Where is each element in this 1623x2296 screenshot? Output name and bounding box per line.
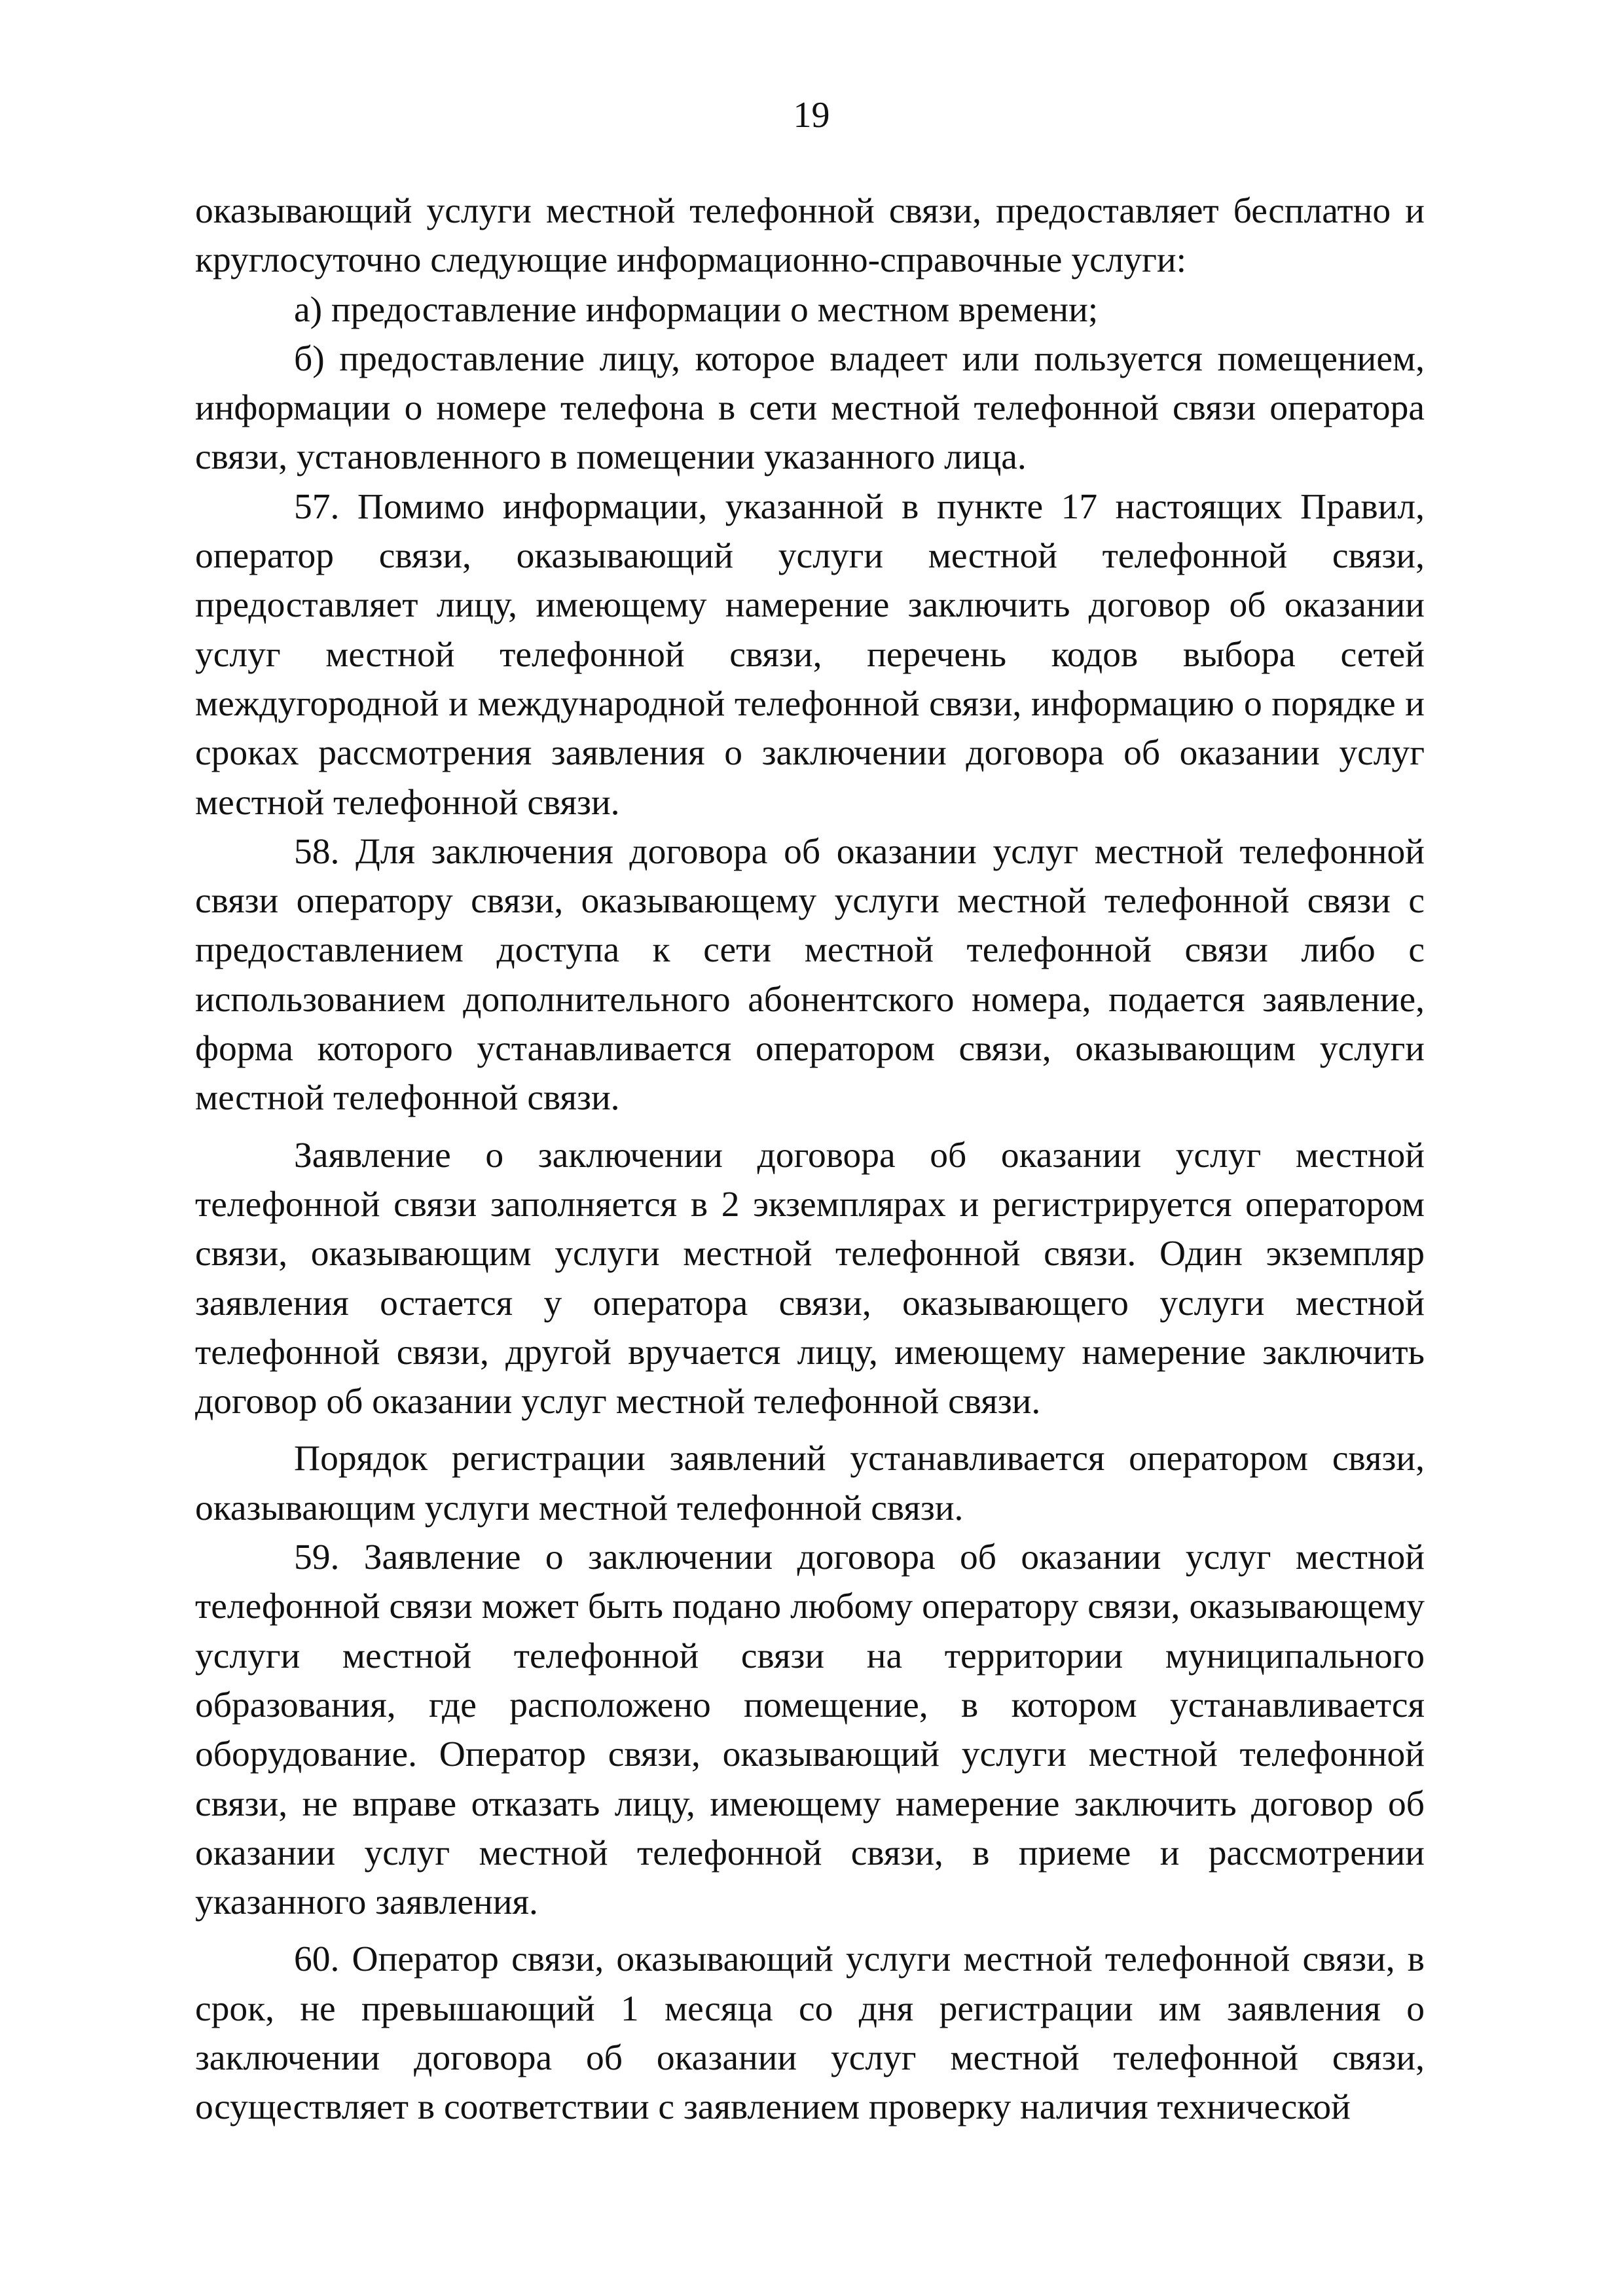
paragraph-60: 60. Оператор связи, оказывающий услуги местной телефонной связи, в срок, не превышающий 1 месяца со дня регистрации им заявления о заключении договора об оказании услуг местной телефонной связи, осуществляет в соответствии с заявлением проверку наличия технической — [195, 1939, 1425, 2128]
paragraph-57: 57. Помимо информации, указанной в пункте 17 настоящих Правил, оператор связи, оказывающий услуги местной телефонной связи, предоставляет лицу, имеющему намерение заключить договор об оказании услуг местной телефонной связи, перечень кодов выбора сетей междугородной и международной телефонной связи, информацию о порядке и сроках рассмотрения заявления о заключении договора об оказании услуг местной телефонной связи. — [195, 486, 1425, 823]
paragraph-58: 58. Для заключения договора об оказании услуг местной телефонной связи оператору связи, оказывающему услуги местной телефонной связи с предоставлением доступа к сети местной телефонной связи либо с использованием дополнительного абонентского номера, подается заявление, форма которого устанавливается оператором связи, оказывающим услуги местной телефонной связи. — [195, 831, 1425, 1119]
page-number: 19 — [793, 95, 830, 135]
document-body — [195, 187, 1425, 2132]
paragraph-58-part-3: Порядок регистрации заявлений устанавливается оператором связи, оказывающим услуги местной телефонной связи. — [195, 1439, 1425, 1528]
paragraph-item-b: б) предоставление лицу, которое владеет или пользуется помещением, информации о номере телефона в сети местной телефонной связи оператора связи, установленного в помещении указанного лица. — [195, 338, 1425, 478]
paragraph-continuation: оказывающий услуги местной телефонной связи, предоставляет бесплатно и круглосуточно следующие информационно-справочные услуги: — [195, 191, 1425, 281]
paragraph-59: 59. Заявление о заключении договора об оказании услуг местной телефонной связи может быть подано любому оператору связи, оказывающему услуги местной телефонной связи на территории муниципального образования, где расположено помещение, в котором устанавливается оборудование. Оператор связи, оказывающий услуги местной телефонной связи, не вправе отказать лицу, имеющему намерение заключить договор об оказании услуг местной телефонной связи, в приеме и рассмотрении указанного заявления. — [195, 1537, 1425, 1923]
paragraph-58-part-2: Заявление о заключении договора об оказании услуг местной телефонной связи заполняется в 2 экземплярах и регистрируется оператором связи, оказывающим услуги местной телефонной связи. Один экземпляр заявления остается у оператора связи, оказывающего услуги местной телефонной связи, другой вручается лицу, имеющему намерение заключить договор об оказании услуг местной телефонной связи. — [195, 1135, 1425, 1422]
paragraph-item-a: а) предоставление информации о местном времени; — [294, 289, 1099, 330]
